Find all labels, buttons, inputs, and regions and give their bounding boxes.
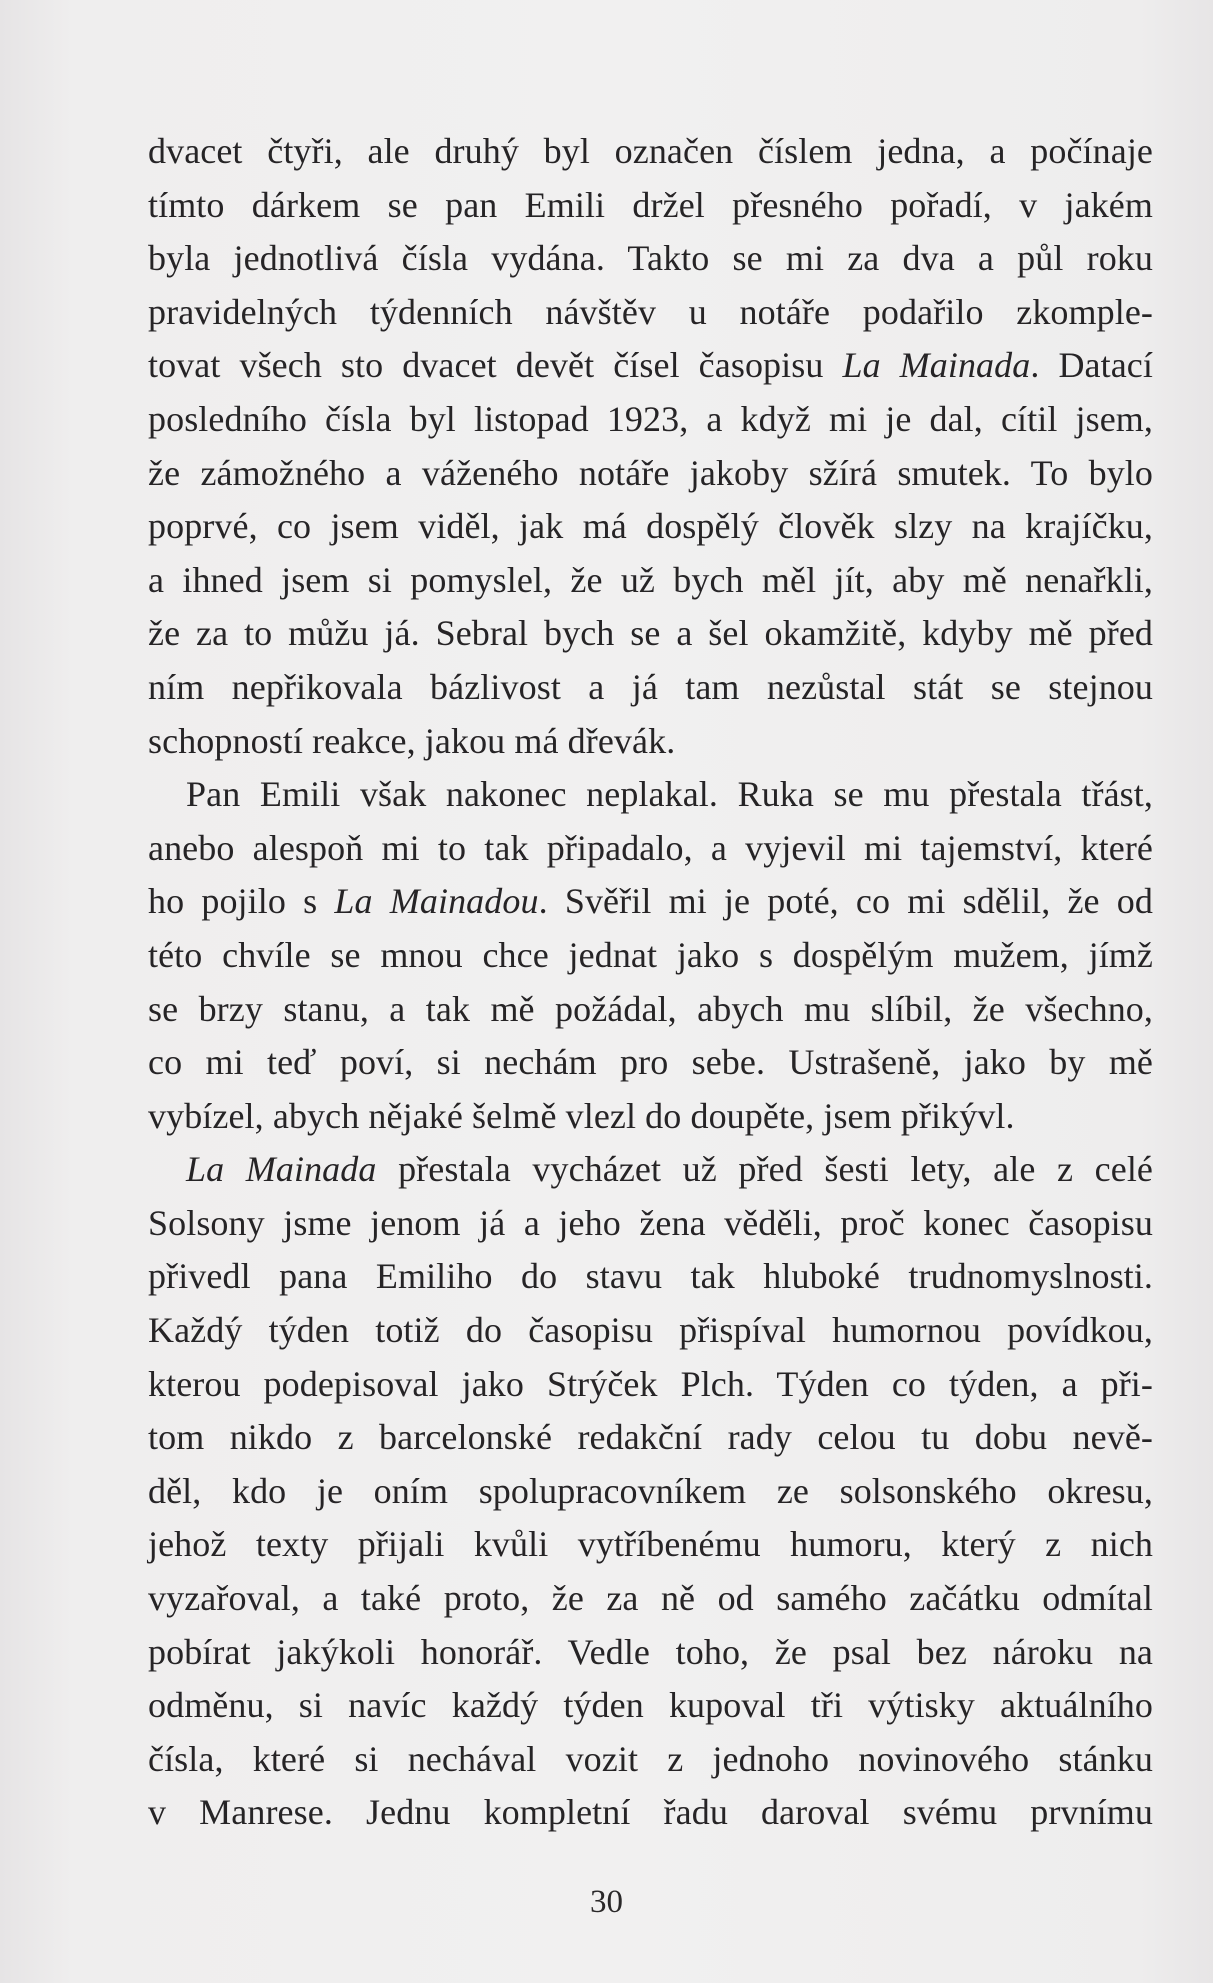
text-line: tom nikdo z barcelonské redakční rady celou tu dobu nevě- (148, 1417, 1153, 1458)
text-line: Pan Emili však nakonec neplakal. Ruka se mu přestala třást, (186, 774, 1153, 815)
text-line: vyzařoval, a také proto, že za ně od samého začátku odmítal (148, 1578, 1153, 1619)
text-line: se brzy stanu, a tak mě požádal, abych mu slíbil, že všechno, (148, 988, 1153, 1029)
paragraph (148, 125, 1153, 768)
text-line: kterou podepisoval jako Strýček Plch. Týden co týden, a při- (148, 1363, 1153, 1404)
paragraph (148, 1143, 1153, 1840)
text-line: co mi teď poví, si nechám pro sebe. Ustrašeně, jako by mě (148, 1042, 1153, 1083)
text-line: poprvé, co jsem viděl, jak má dospělý člověk slzy na krajíčku, (148, 506, 1153, 547)
text-line: anebo alespoň mi to tak připadalo, a vyjevil mi tajemství, které (148, 827, 1153, 868)
text-line: této chvíle se mnou chce jednat jako s dospělým mužem, jímž (148, 934, 1153, 975)
page-number: 30 (590, 1884, 623, 1920)
text-line: že zámožného a váženého notáře jakoby sžírá smutek. To bylo (148, 452, 1153, 493)
text-line: Solsony jsme jenom já a jeho žena věděli, proč konec časopisu (148, 1202, 1153, 1243)
text-line: jehož texty přijali kvůli vytříbenému humoru, který z nich (148, 1524, 1153, 1565)
text-line: přivedl pana Emiliho do stavu tak hluboké trudnomyslnosti. (148, 1256, 1153, 1297)
text-line: děl, kdo je oním spolupracovníkem ze solsonského okresu, (148, 1470, 1153, 1511)
text-line: posledního čísla byl listopad 1923, a když mi je dal, cítil jsem, (148, 398, 1153, 439)
text-line: pobírat jakýkoli honorář. Vedle toho, že psal bez nároku na (148, 1631, 1153, 1672)
paragraph (148, 768, 1153, 1143)
text-line: vybízel, abych nějaké šelmě vlezl do doupěte, jsem přikývl. (148, 1095, 1015, 1136)
text-line: byla jednotlivá čísla vydána. Takto se mi za dva a půl roku (148, 238, 1153, 279)
text-line: čísla, které si nechával vozit z jednoho novinového stánku (148, 1738, 1153, 1779)
text-line: v Manrese. Jednu kompletní řadu daroval svému prvnímu (148, 1792, 1153, 1833)
text-line: ním nepřikovala bázlivost a já tam nezůstal stát se stejnou (148, 666, 1153, 707)
text-line: pravidelných týdenních návštěv u notáře podařilo zkomple- (148, 291, 1153, 332)
text-line: tovat všech sto dvacet devět čísel časopisu La Mainada. Datací (148, 345, 1153, 386)
text-line: schopností reakce, jakou má dřevák. (148, 720, 676, 761)
text-line: že za to můžu já. Sebral bych se a šel okamžitě, kdyby mě před (148, 613, 1153, 654)
text-line: Každý týden totiž do časopisu přispíval humornou povídkou, (148, 1310, 1153, 1351)
text-line: La Mainada přestala vycházet už před šesti lety, ale z celé (186, 1149, 1153, 1190)
text-line: ho pojilo s La Mainadou. Svěřil mi je poté, co mi sdělil, že od (148, 881, 1153, 922)
text-line: odměnu, si navíc každý týden kupoval tři výtisky aktuálního (148, 1685, 1153, 1726)
text-line: tímto dárkem se pan Emili držel přesného pořadí, v jakém (148, 184, 1153, 225)
text-line: a ihned jsem si pomyslel, že už bych měl jít, aby mě nenařkli, (148, 559, 1153, 600)
body-text (148, 125, 1153, 1840)
text-line: dvacet čtyři, ale druhý byl označen číslem jedna, a počínaje (148, 131, 1153, 171)
